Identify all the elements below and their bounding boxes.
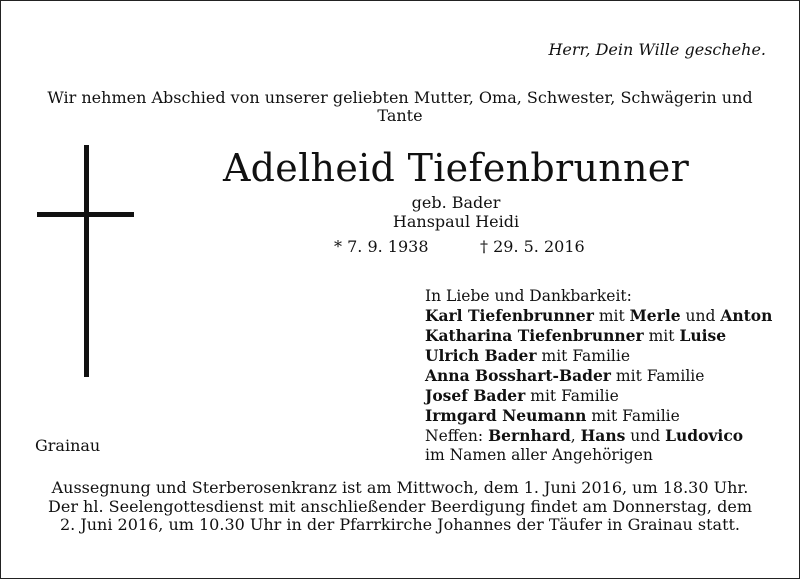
family-text: mit [593, 307, 630, 325]
family-line [425, 326, 772, 346]
death-date: † 29. 5. 2016 [480, 237, 585, 256]
family-text: im Namen aller Angehörigen [425, 446, 653, 464]
family-line [425, 446, 772, 465]
family-text: mit Familie [525, 387, 619, 405]
family-text: und [625, 427, 666, 445]
family-lines [425, 306, 772, 465]
family-text: Neffen: [425, 427, 489, 445]
motto: Herr, Dein Wille geschehe. [548, 40, 766, 59]
family-line [425, 386, 772, 406]
cross-vertical-bar [84, 145, 89, 377]
family-line [425, 346, 772, 366]
service-info [20, 479, 780, 535]
family-line [425, 366, 772, 386]
nickname: Hanspaul Heidi [392, 212, 520, 231]
intro-line: Wir nehmen Abschied von unserer geliebten Mutter, Oma, Schwester, Schwägerin und [47, 88, 753, 107]
family-name: Ulrich Bader [425, 346, 537, 365]
family-name: Anton [720, 306, 773, 325]
family-name: Irmgard Neumann [425, 406, 587, 425]
family-name: Karl Tiefenbrunner [425, 306, 594, 325]
family-name: Bernhard [488, 426, 571, 445]
family-name: Ludovico [665, 426, 744, 445]
service-info-line: 2. Juni 2016, um 10.30 Uhr in der Pfarrkirche Johannes der Täufer in Grainau statt. [59, 515, 741, 534]
family-name: Anna Bosshart-Bader [425, 366, 611, 385]
cross-horizontal-bar [37, 212, 134, 217]
family-name: Katharina Tiefenbrunner [425, 326, 644, 345]
family-text: mit Familie [536, 347, 631, 365]
birth-date: * 7. 9. 1938 [334, 237, 429, 256]
service-info-line: Der hl. Seelengottesdienst mit anschließender Beerdigung findet am Donnerstag, dem [48, 496, 752, 516]
family-text: , [570, 427, 581, 445]
deceased-name: Adelheid Tiefenbrunner [222, 146, 690, 190]
family-line [425, 426, 772, 446]
family-name: Merle [629, 306, 681, 325]
intro-text [40, 89, 760, 125]
intro-line: Tante [377, 106, 423, 125]
family-text: mit Familie [586, 407, 680, 425]
family-name: Hans [580, 426, 626, 445]
place: Grainau [35, 436, 101, 455]
family-line [425, 306, 772, 326]
family-text: mit Familie [610, 367, 705, 385]
service-info-line: Aussegnung und Sterberosenkranz ist am Mittwoch, dem 1. Juni 2016, um 18.30 Uhr. [51, 478, 749, 497]
family-header: In Liebe und Dankbarkeit: [425, 287, 632, 305]
family-text: und [680, 307, 721, 325]
family-list [425, 287, 772, 465]
family-name: Josef Bader [425, 386, 526, 405]
family-name: Luise [679, 326, 727, 345]
family-line [425, 406, 772, 426]
family-text: mit [643, 327, 680, 345]
birth-name: geb. Bader [411, 193, 501, 212]
